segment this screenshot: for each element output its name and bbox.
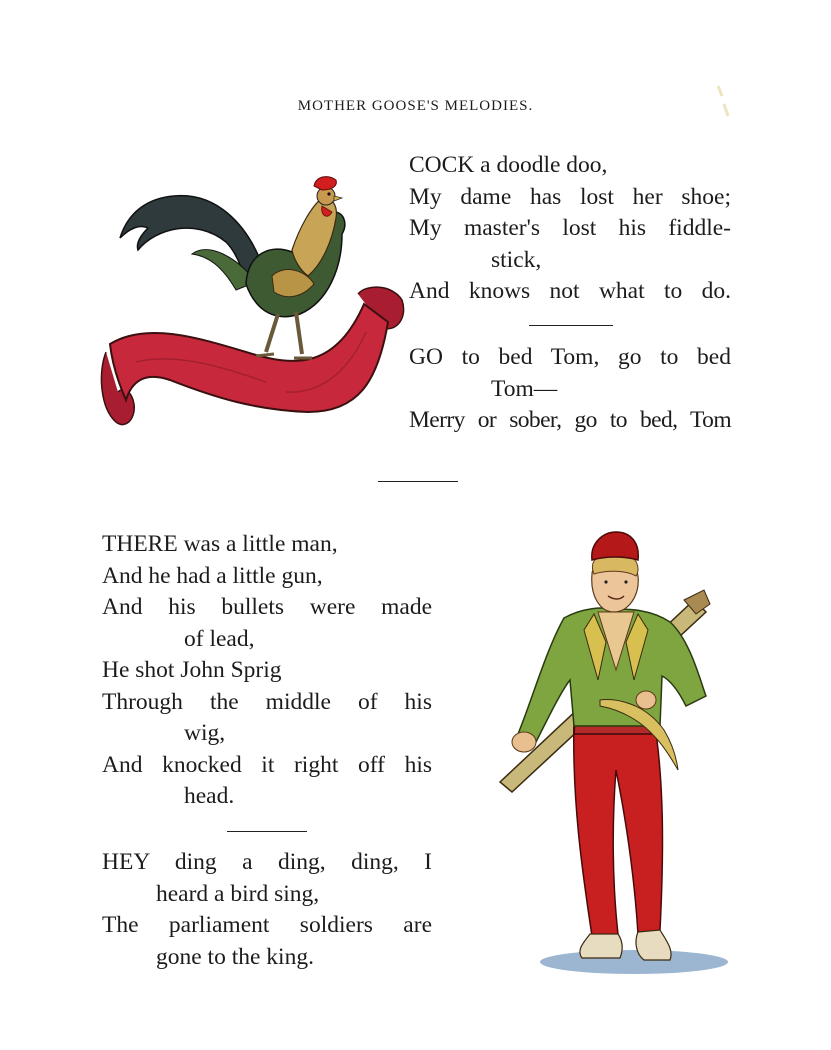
poem-line: Merry or sober, go to bed, Tom: [409, 407, 731, 433]
trousers: [574, 720, 663, 936]
poem-line: wig,: [184, 720, 226, 746]
rhyme-go-to-bed-tom: [409, 342, 731, 437]
divider: [378, 481, 458, 482]
divider: [227, 831, 307, 832]
comb: [314, 177, 336, 190]
poem-line: Tom—: [491, 375, 558, 402]
poem-line: And his bullets were made: [102, 594, 432, 620]
poem-line: And knocked it right off his: [102, 751, 432, 778]
banner-ribbon: [110, 304, 388, 412]
poem-line: HEY ding a ding, ding, I: [102, 849, 432, 875]
poem-line: of lead,: [184, 625, 255, 652]
rhyme-hey-ding: [102, 847, 432, 973]
poem-line: Through the middle of his: [102, 688, 432, 715]
divider: [529, 325, 613, 326]
soldier-with-gun-icon: [494, 530, 734, 980]
poem-line: THERE was a little man,: [102, 531, 338, 557]
poem-line: My master's lost his fiddle-: [409, 215, 731, 241]
page-header: MOTHER GOOSE'S MELODIES.: [297, 98, 534, 114]
poem-line: And he had a little gun,: [102, 562, 323, 589]
paper-stain: [714, 82, 734, 122]
poem-line: GO to bed Tom, go to bed: [409, 344, 731, 370]
poem-line: head.: [184, 783, 235, 809]
poem-line: heard a bird sing,: [156, 880, 320, 907]
poem-line: gone to the king.: [156, 943, 314, 970]
poem-line: He shot John Sprig: [102, 657, 282, 683]
rooster-on-banner-icon: [96, 172, 408, 432]
poem-line: COCK a doodle doo,: [409, 152, 608, 178]
poem-line: stick,: [491, 246, 542, 273]
cap: [592, 532, 638, 560]
rhyme-cock-a-doodle: [409, 150, 731, 308]
poem-line: The parliament soldiers are: [102, 912, 432, 938]
poem-line: My dame has lost her shoe;: [409, 183, 731, 210]
poem-line: And knows not what to do.: [409, 278, 731, 304]
rhyme-little-man: [102, 529, 432, 813]
